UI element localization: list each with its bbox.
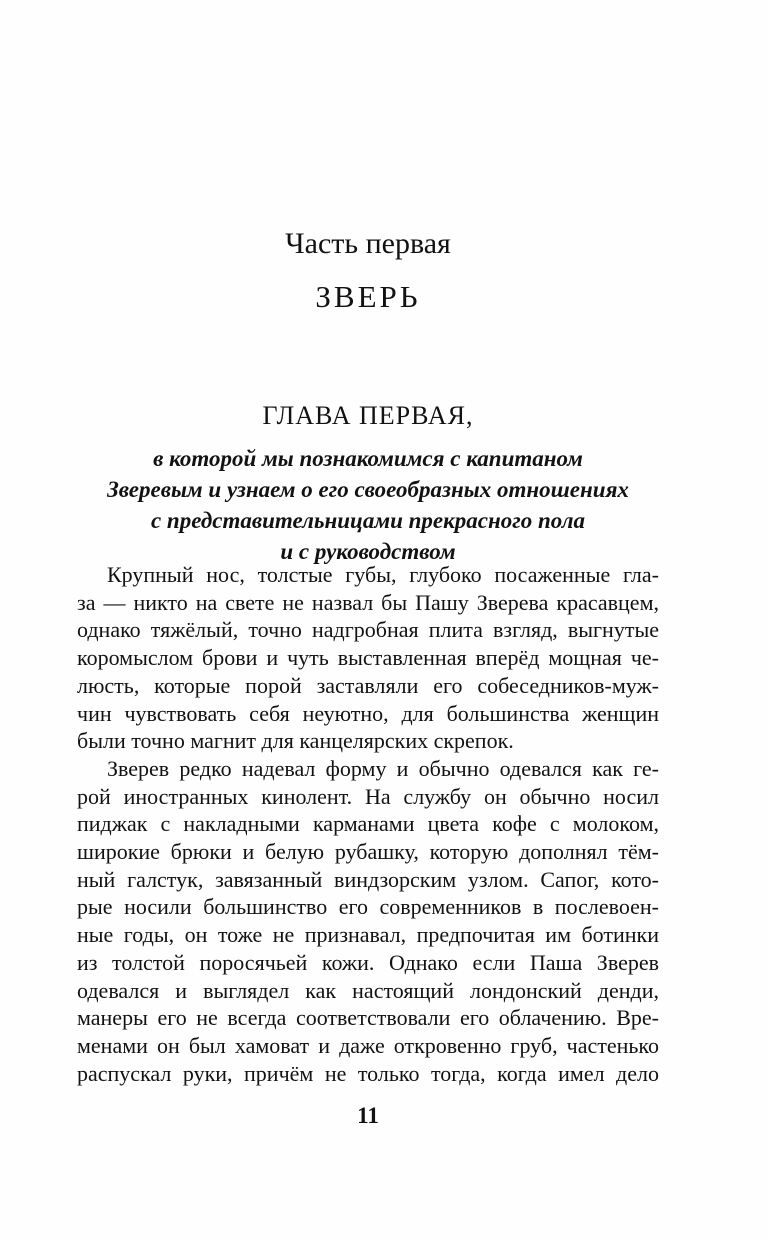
- page-number: 11: [357, 1103, 379, 1128]
- body-line: люсть, которые порой заставляли его собеседников-муж-: [77, 672, 659, 698]
- body-line: были точно магнит для канцелярских скрепок.: [77, 728, 514, 754]
- body-line: Зверев редко надевал форму и обычно одевался как ге-: [107, 755, 659, 781]
- body-line: широкие брюки и белую рубашку, которую дополнял тём-: [77, 839, 659, 865]
- chapter-subtitle-line: в которой мы познакомимся с капитаном: [153, 446, 583, 471]
- body-line: однако тяжёлый, точно надгробная плита взгляд, выгнутые: [77, 617, 659, 643]
- body-line: за — никто на свете не назвал бы Пашу Зверева красавцем,: [77, 589, 659, 615]
- body-line: ные годы, он тоже не признавал, предпочитая им ботинки: [77, 922, 659, 948]
- body-text: [77, 561, 659, 1087]
- body-line: коромыслом брови и чуть выставленная вперёд мощная че-: [77, 645, 659, 671]
- body-line: распускал руки, причём не только тогда, когда имел дело: [77, 1060, 659, 1086]
- body-line: рые носили большинство его современников в послевоен-: [77, 894, 659, 920]
- body-line: Крупный нос, толстые губы, глубоко посаженные гла-: [107, 562, 659, 587]
- body-line: чин чувствовать себя неуютно, для большинства женщин: [77, 700, 659, 726]
- body-line: ный галстук, завязанный виндзорским узлом. Сапог, кото-: [77, 866, 659, 892]
- chapter-heading: ГЛАВА ПЕРВАЯ,: [262, 401, 474, 430]
- chapter-subtitle-line: с представительницами прекрасного пола: [150, 508, 586, 533]
- body-line: менами он был хамоват и даже откровенно груб, частенько: [77, 1032, 659, 1058]
- body-line: рой иностранных кинолент. На службу он обычно носил: [77, 783, 659, 809]
- body-line: манеры его не всегда соответствовали его облачению. Вре-: [77, 1005, 659, 1031]
- chapter-subtitle: [77, 443, 659, 567]
- part-label: Часть первая: [285, 227, 451, 260]
- body-line: одевался и выглядел как настоящий лондонский денди,: [77, 977, 659, 1003]
- chapter-subtitle-line: Зверевым и узнаем о его своеобразных отношениях: [107, 477, 629, 502]
- body-line: пиджак с накладными карманами цвета кофе с молоком,: [77, 811, 659, 837]
- part-title: ЗВЕРЬ: [315, 279, 421, 314]
- body-line: из толстой поросячьей кожи. Однако если Паша Зверев: [77, 949, 659, 975]
- chapter-subtitle-line: и с руководством: [280, 539, 456, 564]
